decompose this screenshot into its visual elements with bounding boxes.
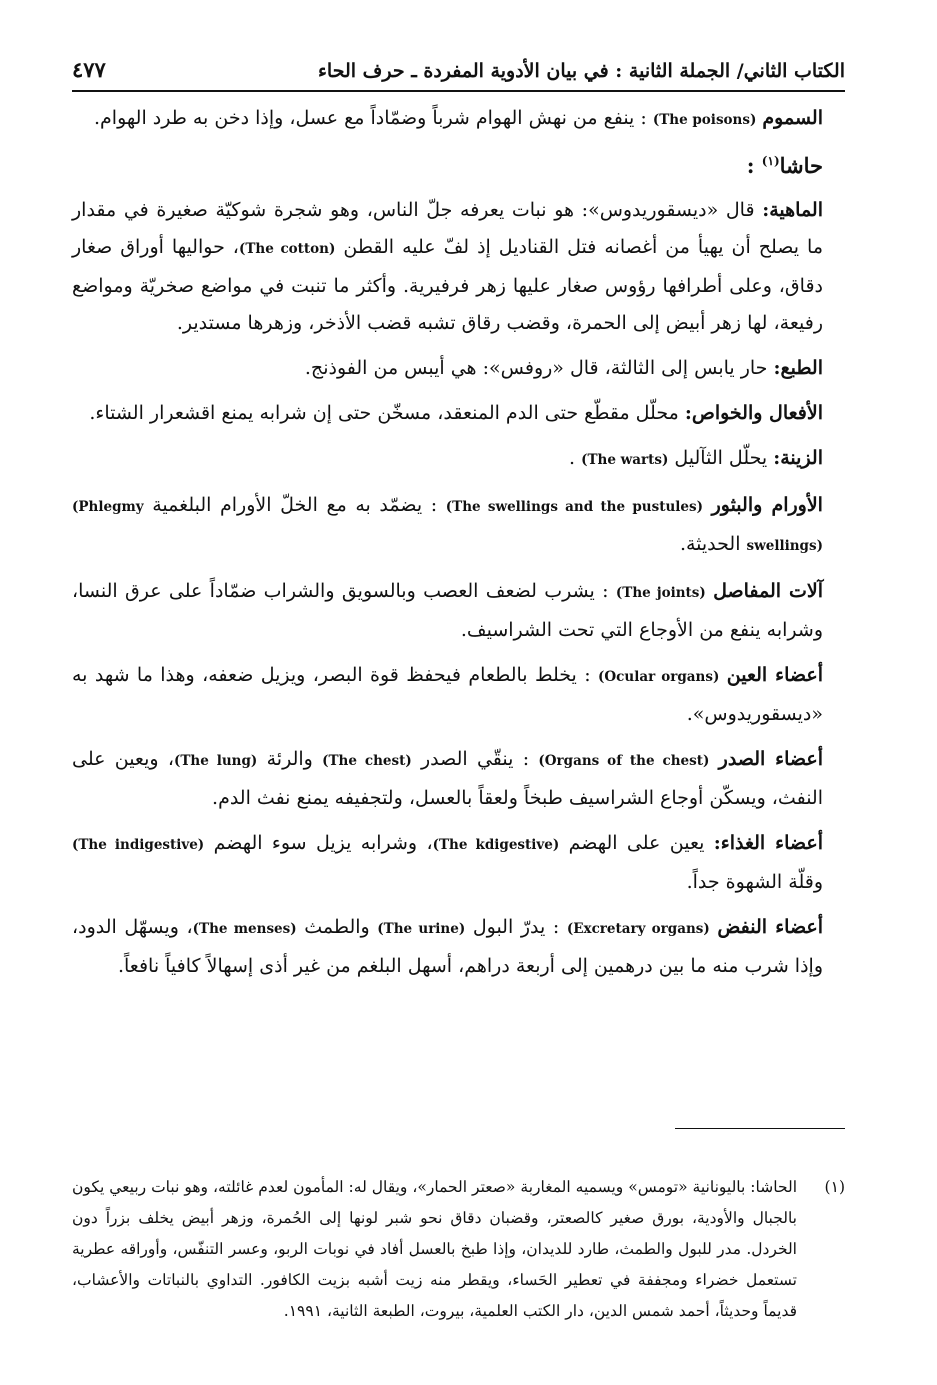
- entry-term: أعضاء النفض: [717, 916, 824, 938]
- entry-text-cont: ، حواليها أوراق صغار دقاق، وعلى أطرافها رؤوس صغار عليها زهر فرفيرية. وأكثر ما تنبت في مواضع صخريّة ومواضع رفيعة، لها زهر أبيض إلى الحمرة، وقضب رقاق تشبه قضب الأذخر، وزهرها مستدير.: [72, 236, 823, 334]
- heading-colon: :: [746, 153, 755, 178]
- entry-ghidha: [72, 825, 845, 901]
- english-gloss: (Phlegmy swellings): [72, 499, 823, 554]
- entry-term: أعضاء الصدر: [718, 748, 823, 770]
- entry-term: الطبع:: [773, 357, 823, 379]
- english-gloss: (Organs of the chest): [538, 753, 710, 769]
- entry-mafasil: [72, 573, 845, 649]
- header-title: الكتاب الثاني/ الجملة الثانية : في بيان الأدوية المفردة ـ حرف الحاء: [317, 60, 845, 82]
- running-header: [72, 42, 845, 92]
- entry-text-cont: الحديثة.: [679, 533, 741, 555]
- english-gloss: (The menses): [192, 921, 297, 937]
- entry-sadr: [72, 741, 845, 817]
- entry-awram: [72, 487, 845, 565]
- main-text: [72, 100, 845, 985]
- entry-text: : ينفع من نهش الهوام شرباً وضمّاداً مع عسل، وإذا دخن به طرد الهوام.: [94, 107, 647, 129]
- entry-term: الأفعال والخواص:: [684, 402, 823, 424]
- footnote-mark: (١): [761, 154, 780, 168]
- english-gloss: (Excretary organs): [566, 921, 710, 937]
- entry-nafd: [72, 909, 845, 985]
- english-gloss: (The kdigestive): [432, 837, 560, 853]
- entry-text: يعين على الهضم: [568, 832, 705, 854]
- footnote-text: الحاشا: باليونانية «تومس» ويسميه المغاربة «صعتر الحمار»، ويقال له: المأمون لعدم غائلته، وهو نبات ربيعي يكون بالجبال والأودية، بورق صغير كالصعتر، وقضبان دقاق نحو شبر لونها إلى الحُمرة، وزهر أبيض يخلف بزراً دون الخردل. مدر للبول والطمث، طارد للديدان، وإذا طبخ بالعسل أفاد في نوبات الربو، وعسر التنفّس، وأوراقه عطرية تستعمل خضراء ومجففة في تعطير الحَساء، ويقطر منه زيت أشبه بزيت الكافور. التداوي بالنباتات والأعشاب، قديماً وحديثاً، أحمد شمس الدين، دار الكتب العلمية، بيروت، الطبعة الثانية، ١٩٩١.: [72, 1178, 797, 1320]
- entry-ayn: [72, 657, 845, 733]
- entry-poisons: [72, 100, 845, 139]
- entry-text-cont: والطمث: [304, 916, 370, 938]
- entry-text: : يخلط بالطعام فيحفظ قوة البصر، ويزيل ضعفه، وهذا ما شهد به «ديسقوريدوس».: [72, 664, 823, 725]
- entry-text-cont: ، ويعين على النفث، ويسكّن أوجاع الشراسيف طبخاً ولعقاً بالعسل، ولتجفيفه يمنع نفث الدم.: [72, 748, 823, 809]
- page-number: ٤٧٧: [72, 57, 106, 82]
- english-gloss: (The indigestive): [72, 837, 205, 853]
- entry-text: محلّل مقطّع حتى الدم المنعقد، مسخّن حتى إن شرابه يمنع اقشعرار الشتاء.: [89, 402, 679, 424]
- entry-zina: [72, 440, 845, 479]
- english-gloss: (The cotton): [238, 241, 336, 257]
- entry-text: يحلّل الثآليل: [674, 447, 768, 469]
- entry-text: : ينقّي الصدر: [421, 748, 530, 770]
- english-gloss: (The warts): [581, 452, 669, 468]
- entry-text: : يضمّد به مع الخلّ الأورام البلغمية: [152, 494, 438, 516]
- entry-afaal: [72, 395, 845, 432]
- footnote-separator: [675, 1128, 845, 1129]
- section-heading-hashiya: [72, 147, 845, 184]
- entry-text: حار يابس إلى الثالثة، قال «روفس»: هي أيبس من الفوذنج.: [304, 357, 768, 379]
- entry-term: أعضاء العين: [726, 664, 823, 686]
- english-gloss: (Ocular organs): [598, 669, 720, 685]
- entry-text-cont: والرئة: [266, 748, 313, 770]
- english-gloss: (The urine): [377, 921, 466, 937]
- entry-text-cont: .: [569, 447, 576, 469]
- english-gloss: (The joints): [615, 585, 706, 601]
- english-gloss: (The chest): [322, 753, 412, 769]
- entry-tab: [72, 350, 845, 387]
- entry-text-cont: وقلّة الشهوة جداً.: [686, 871, 823, 893]
- english-gloss: (The poisons): [652, 112, 757, 128]
- entry-text: : يدرّ البول: [472, 916, 560, 938]
- footnote-number: (١): [824, 1178, 845, 1196]
- footnote: [72, 1172, 845, 1327]
- entry-term: الزينة:: [773, 447, 823, 469]
- entry-term: الأورام والبثور: [711, 494, 823, 516]
- entry-mahiya: [72, 192, 845, 342]
- entry-term: آلات المفاصل: [713, 580, 823, 602]
- entry-term: أعضاء الغذاء:: [713, 832, 823, 854]
- entry-text: : يشرب لضعف العصب وبالسويق والشراب ضمّاداً على عرق النسا، وشرابه ينفع من الأوجاع التي تحت الشراسيف.: [72, 580, 823, 641]
- entry-text: قال «ديسقوريدوس»: هو نبات يعرفه جلّ الناس، وهو شجرة شوكيّة صغيرة في مقدار ما يصلح أن يهيأ من أغصانه فتل القناديل إذ لفّ عليه القطن: [72, 199, 823, 258]
- entry-term: السموم: [762, 107, 823, 129]
- entry-term: الماهية:: [762, 199, 823, 221]
- entry-text-cont: ، ويسهّل الدود، وإذا شرب منه ما بين درهمين إلى أربعة دراهم، أسهل البلغم من غير أذى إسهالاً كافياً نافعاً.: [72, 916, 823, 977]
- english-gloss: (The swellings and the pustules): [445, 499, 703, 515]
- entry-text-cont: ، وشرابه يزيل سوء الهضم: [213, 832, 433, 854]
- heading-title: حاشا: [779, 153, 823, 178]
- page: [72, 42, 845, 1320]
- english-gloss: (The lung): [173, 753, 258, 769]
